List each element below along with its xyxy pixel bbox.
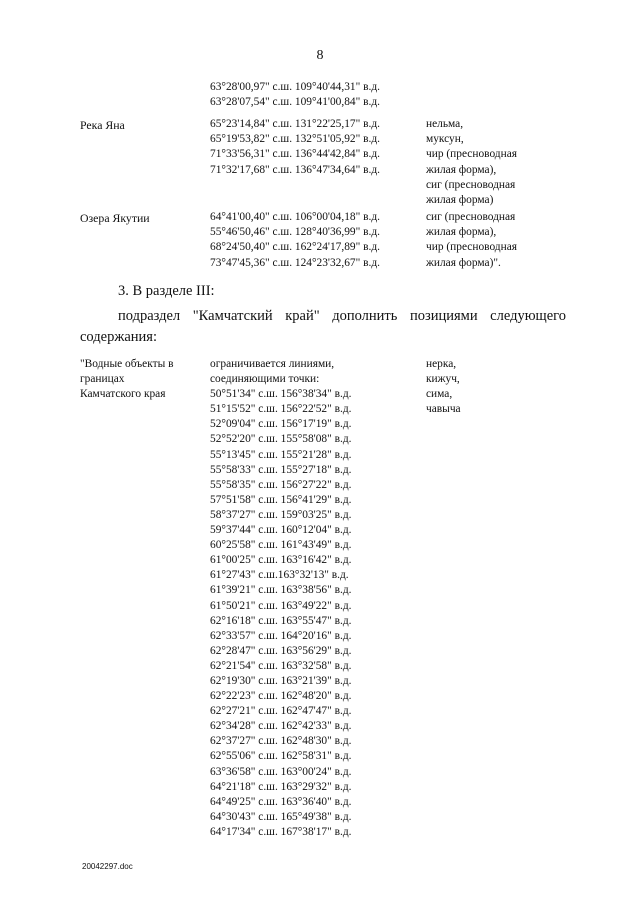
coord-line: 63°36'58" с.ш. 163°00'24" в.д. (210, 765, 352, 778)
coord-line: 68°24'50,40" с.ш. 162°24'17,89" в.д. (210, 241, 380, 254)
coord-line: 51°15'52" с.ш. 156°22'52" в.д. (210, 403, 352, 416)
coord-line: 73°47'45,36" с.ш. 124°23'32,67" в.д. (210, 256, 380, 269)
coord-line: 52°09'04" с.ш. 156°17'19" в.д. (210, 418, 352, 431)
coord-line: 64°49'25" с.ш. 163°36'40" в.д. (210, 795, 352, 808)
section-heading: 3. В разделе III: (118, 283, 215, 299)
coord-line: 57°51'58" с.ш. 156°41'29" в.д. (210, 493, 352, 506)
coord-line: 62°37'27" с.ш. 162°48'30" в.д. (210, 735, 352, 748)
para-word: позициями (409, 308, 478, 324)
species-line: жилая форма), (426, 226, 497, 239)
species-line: кижуч, (426, 373, 460, 386)
coord-line: 63°28'07,54" с.ш. 109°41'00,84" в.д. (210, 96, 380, 109)
coord-line: 62°27'21" с.ш. 162°47'47" в.д. (210, 705, 352, 718)
coord-line: 64°17'34" с.ш. 167°38'17" в.д. (210, 825, 352, 838)
coord-line: 62°55'06" с.ш. 162°58'31" в.д. (210, 750, 352, 763)
para-word: следующего (490, 308, 566, 324)
name-line: "Водные объекты в (80, 358, 174, 370)
coord-line: 62°33'57" с.ш. 164°20'16" в.д. (210, 629, 352, 642)
species-line: чир (пресноводная (426, 148, 517, 161)
coord-line: 71°33'56,31" с.ш. 136°44'42,84" в.д. (210, 148, 380, 161)
species-line: чавыча (426, 403, 461, 416)
kamchatka-species (426, 357, 461, 417)
coord-line: 64°41'00,40" с.ш. 106°00'04,18" в.д. (210, 211, 380, 223)
coord-line: 50°51'34" с.ш. 156°38'34" в.д. (210, 388, 352, 401)
coord-line: 61°00'25" с.ш. 163°16'42" в.д. (210, 554, 352, 567)
kamchatka-name (80, 357, 173, 402)
coord-line: 62°22'23" с.ш. 162°48'20" в.д. (210, 690, 352, 703)
species-line: нельма, (426, 118, 464, 130)
coord-line: 55°46'50,46" с.ш. 128°40'36,99" в.д. (210, 226, 380, 239)
coord-line: 62°28'47" с.ш. 163°56'29" в.д. (210, 644, 352, 657)
water-body-name-yana: Река Яна (80, 118, 125, 132)
species-line: жилая форма), (426, 163, 497, 176)
para-word: дополнить (332, 308, 398, 324)
intro-line: ограничивается линиями, (210, 358, 335, 370)
coord-line: 65°23'14,84" с.ш. 131°22'25,17" в.д. (210, 118, 380, 130)
coord-line: 63°28'00,97" с.ш. 109°40'44,31" в.д. (210, 81, 380, 93)
species-line: чир (пресноводная (426, 241, 517, 254)
para-word: "Камчатский (192, 308, 273, 324)
species-line: сиг (пресноводная (426, 211, 516, 223)
coord-line: 59°37'44" с.ш. 160°12'04" в.д. (210, 524, 352, 537)
name-line: границах (80, 373, 125, 386)
species-line: жилая форма) (426, 193, 494, 206)
intro-line: соединяющими точки: (210, 373, 320, 386)
top-coords (210, 80, 380, 110)
coord-line: 55°58'33" с.ш. 155°27'18" в.д. (210, 463, 352, 476)
species-line: сиг (пресноводная (426, 178, 516, 191)
coord-line: 55°58'35" с.ш. 156°27'22" в.д. (210, 478, 352, 491)
coord-line: 58°37'27" с.ш. 159°03'25" в.д. (210, 508, 352, 521)
para-word: край" (285, 308, 320, 324)
coord-line: 61°50'21" с.ш. 163°49'22" в.д. (210, 599, 352, 612)
coord-line: 60°25'58" с.ш. 161°43'49" в.д. (210, 539, 352, 552)
water-body-name-yakutia-lakes: Озера Якутии (80, 211, 150, 225)
paragraph-line-2: содержания: (80, 329, 158, 345)
coord-line: 62°21'54" с.ш. 163°32'58" в.д. (210, 659, 352, 672)
yakutia-coords (210, 210, 380, 271)
coord-line: 62°19'30" с.ш. 163°21'39" в.д. (210, 674, 352, 687)
species-line: нерка, (426, 358, 457, 370)
name-line: Камчатского края (80, 388, 166, 401)
page-number: 8 (316, 48, 324, 63)
para-word: подраздел (118, 308, 181, 324)
coord-line: 62°34'28" с.ш. 162°42'33" в.д. (210, 720, 352, 733)
paragraph-line-1 (118, 306, 566, 327)
coord-line: 61°39'21" с.ш. 163°38'56" в.д. (210, 584, 352, 597)
coord-line: 62°16'18" с.ш. 163°55'47" в.д. (210, 614, 352, 627)
coord-line: 61°27'43" с.ш.163°32'13" в.д. (210, 569, 349, 582)
coord-line: 55°13'45" с.ш. 155°21'28" в.д. (210, 448, 352, 461)
coord-line: 64°21'18" с.ш. 163°29'32" в.д. (210, 780, 352, 793)
coord-line: 64°30'43" с.ш. 165°49'38" в.д. (210, 810, 352, 823)
yana-species (426, 117, 517, 208)
species-line: сима, (426, 388, 453, 401)
species-line: жилая форма)". (426, 256, 501, 269)
coord-line: 65°19'53,82" с.ш. 132°51'05,92" в.д. (210, 133, 380, 146)
yakutia-species (426, 210, 517, 271)
species-line: муксун, (426, 133, 464, 146)
file-name-footer: 20042297.doc (82, 862, 133, 871)
coord-line: 52°52'20" с.ш. 155°58'08" в.д. (210, 433, 352, 446)
coord-line: 71°32'17,68" с.ш. 136°47'34,64" в.д. (210, 163, 380, 176)
yana-coords (210, 117, 380, 178)
kamchatka-coords (210, 357, 352, 840)
